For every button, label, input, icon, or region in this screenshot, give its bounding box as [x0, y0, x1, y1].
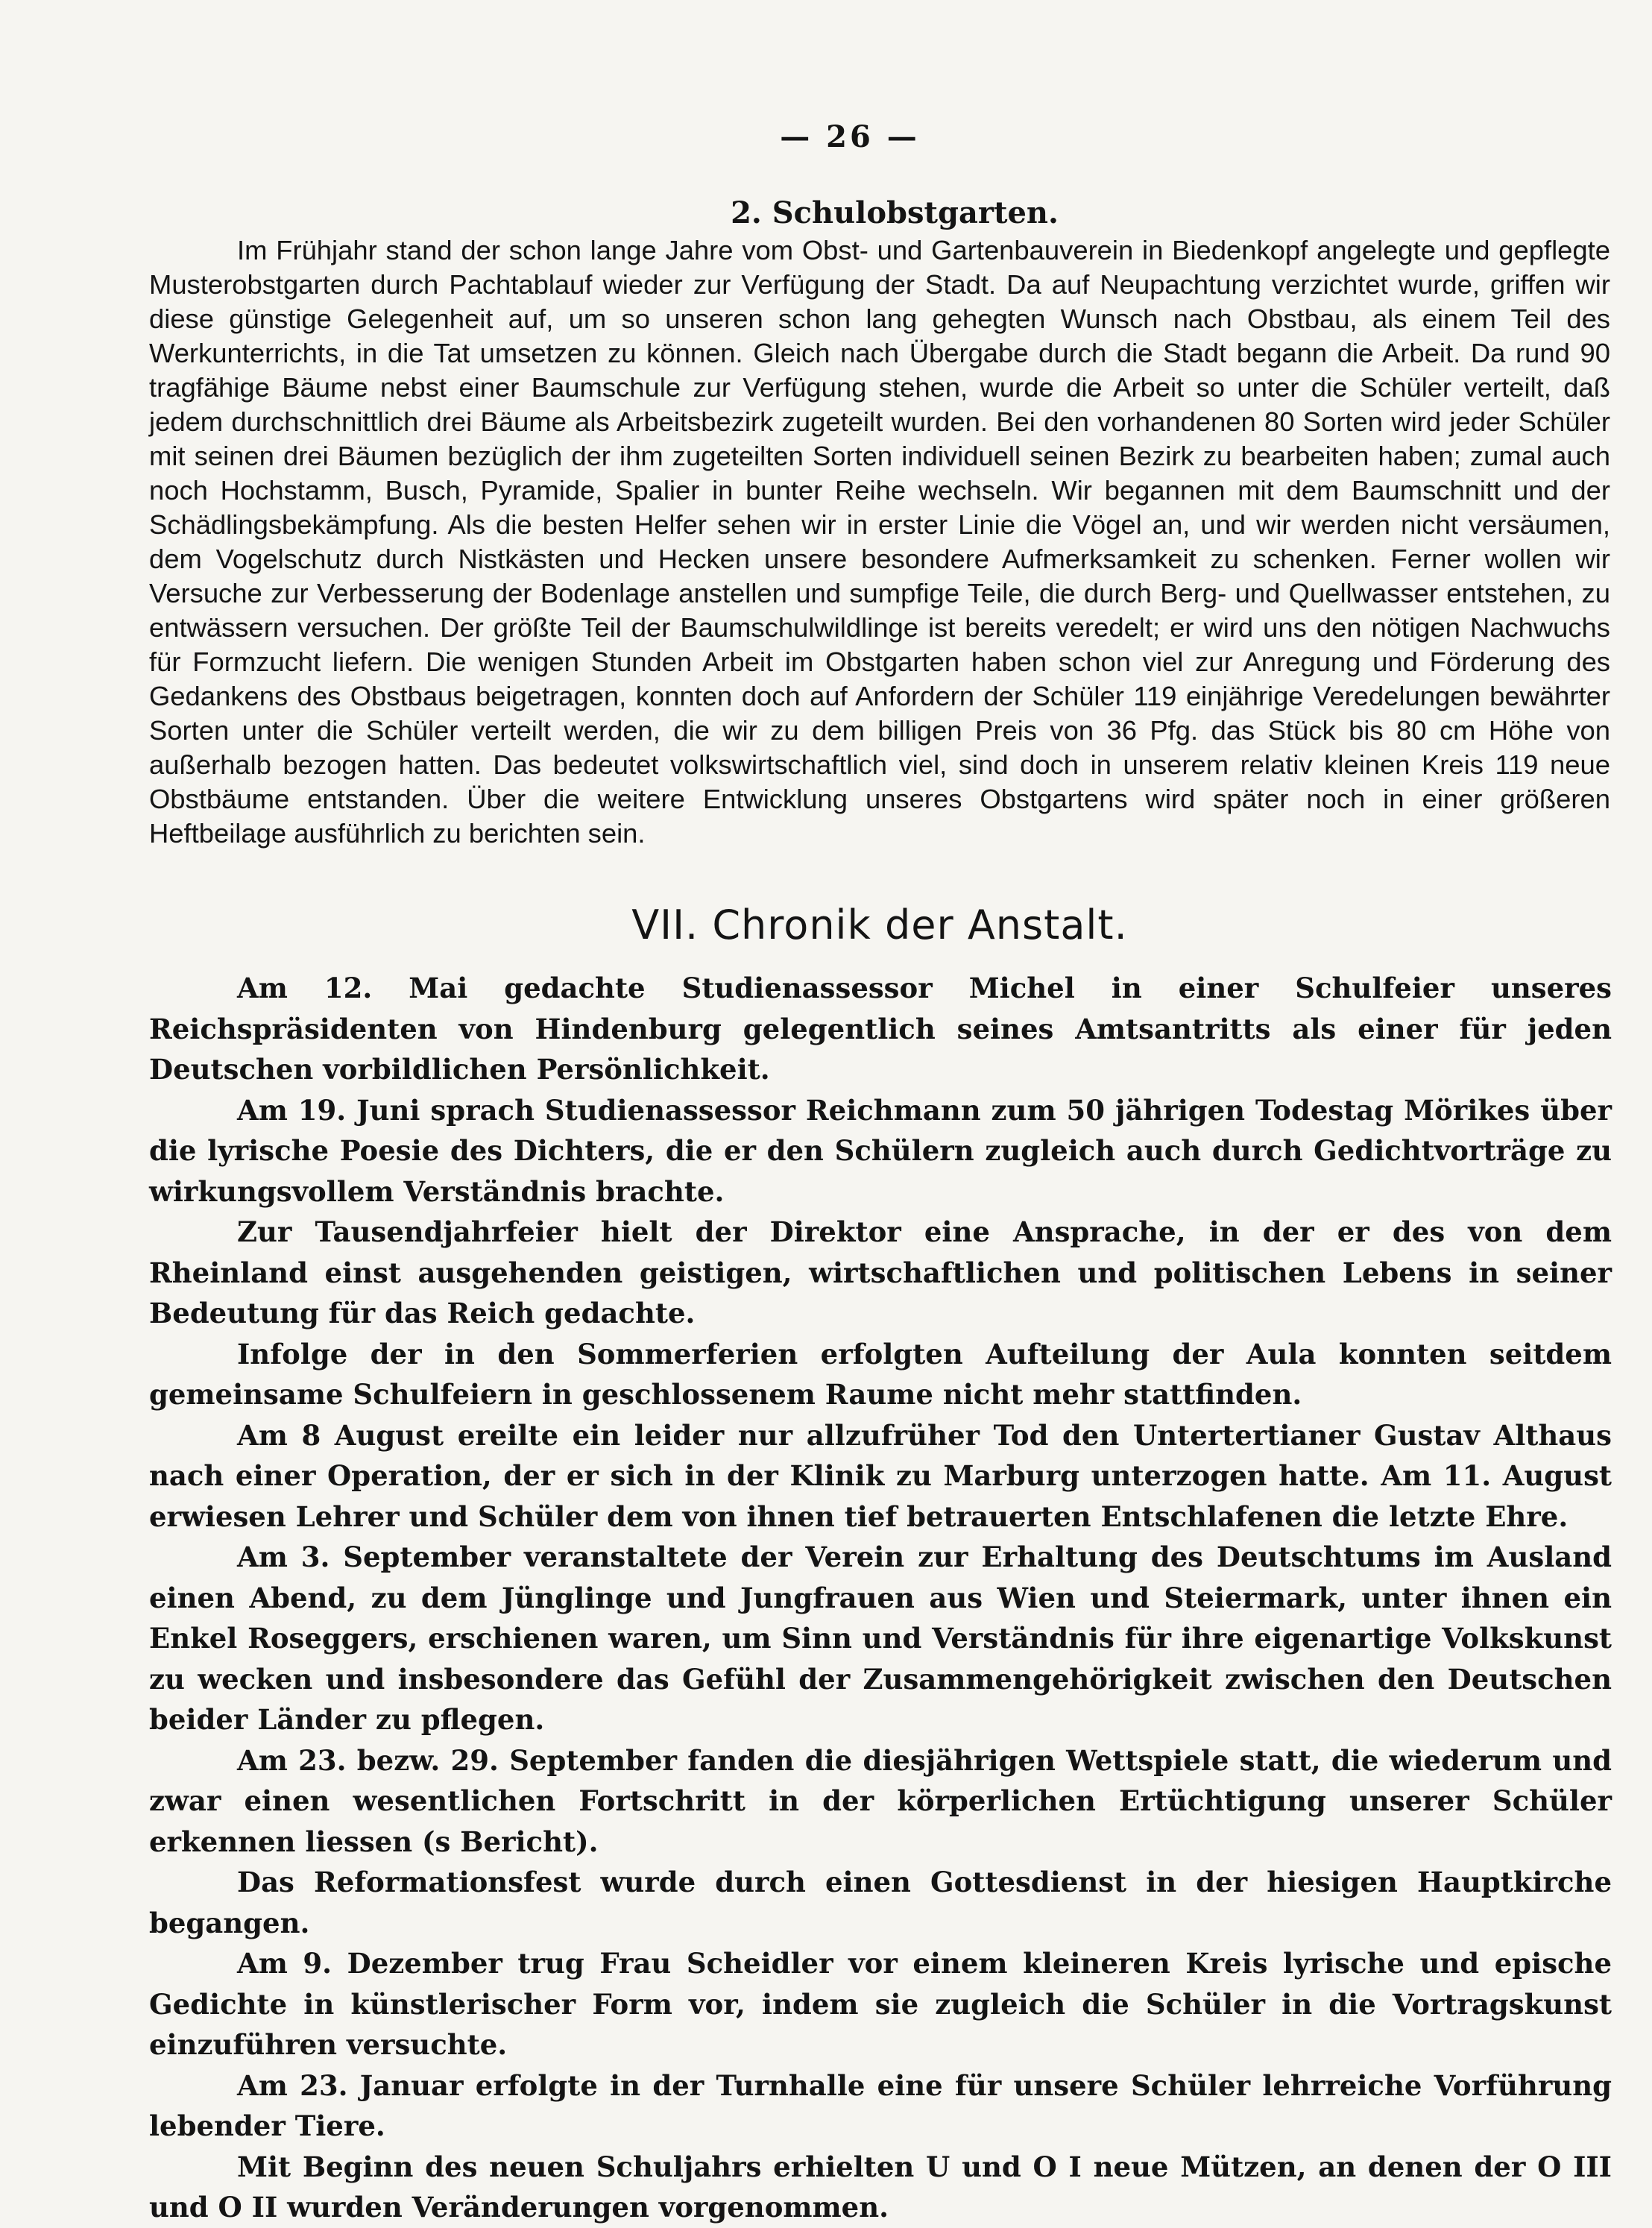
section-heading: 2. Schulobstgarten. — [731, 195, 1059, 230]
page-number: — 26 — — [780, 119, 920, 154]
chronicle-paragraph: Mit Beginn des neuen Schuljahrs erhielten U und O I neue Mützen, an denen der O III und O II wurden Veränderungen vorgenommen. — [149, 2150, 1612, 2224]
chapter-title: VII. Chronik der Anstalt. — [631, 901, 1128, 948]
chronicle-paragraph: Am 23. Januar erfolgte in der Turnhalle eine für unsere Schüler lehrreiche Vorführung lebender Tiere. — [149, 2068, 1612, 2142]
chronicle-paragraph: Am 12. Mai gedachte Studienassessor Michel in einer Schulfeier unseres Reichspräsidenten von Hindenburg gelegentlich seines Amtsantritts als einer für jeden Deutschen vorbildlichen Persönlichkeit. — [149, 972, 1612, 1086]
chronicle-section — [149, 968, 1612, 2228]
chronicle-paragraph: Am 23. bezw. 29. September fanden die diesjährigen Wettspiele statt, die wiederum und zwar einen wesentlichen Fortschritt in der körperlichen Ertüchtigung unserer Schüler erkennen liessen (s Bericht). — [149, 1743, 1612, 1858]
section-paragraph: Im Frühjahr stand der schon lange Jahre vom Obst- und Gartenbauverein in Biedenkopf angelegte und gepflegte Musterobstgarten durch Pachtablauf wieder zur Verfügung der Stadt. Da auf Neupachtung verzichtet wurde, griffen wir diese günstige Gelegenheit auf, um so unseren schon lang gehegten Wunsch nach Obstbau, als einem Teil des Werkunterrichts, in die Tat umsetzen zu können. Gleich nach Übergabe durch die Stadt begann die Arbeit. Da rund 90 tragfähige Bäume nebst einer Baumschule zur Verfügung stehen, wurde die Arbeit so unter die Schüler verteilt, daß jedem durchschnittlich drei Bäume als Arbeitsbezirk zugeteilt wurden. Bei den vorhandenen 80 Sorten wird jeder Schüler mit seinen drei Bäumen bezüglich der ihm zugeteilten Sorten individuell seinen Bezirk zu bearbeiten haben; zumal auch noch Hochstamm, Busch, Pyramide, Spalier in bunter Reihe wechseln. Wir begannen mit dem Baumschnitt und der Schädlingsbekämpfung. Als die besten Helfer sehen wir in erster Linie die Vögel an, und wir werden nicht versäumen, dem Vogelschutz durch Nistkästen und Hecken unsere besondere Aufmerksamkeit zu schenken. Ferner wollen wir Versuche zur Verbesserung der Bodenlage anstellen und sumpfige Teile, die durch Berg- und Quellwasser entstehen, zu entwässern versuchen. Der größte Teil der Baumschulwildlinge ist bereits veredelt; er wird uns den nötigen Nachwuchs für Formzucht liefern. Die wenigen Stunden Arbeit im Obstgarten haben schon viel zur Anregung und Förderung des Gedankens des Obstbaus beigetragen, konnten doch auf Anfordern der Schüler 119 einjährige Veredelungen bewährter Sorten unter die Schüler verteilt werden, die wir zu dem billigen Preis von 36 Pfg. das Stück bis 80 cm Höhe von außerhalb bezogen hatten. Das bedeutet volkswirtschaftlich viel, sind doch in unserem relativ kleinen Kreis 119 neue Obstbäume entstanden. Über die weitere Entwicklung unseres Obstgartens wird später noch in einer größeren Heftbeilage ausführlich zu berichten sein. — [149, 235, 1610, 849]
chronicle-paragraph: Am 3. September veranstaltete der Verein zur Erhaltung des Deutschtums im Ausland einen Abend, zu dem Jünglinge und Jungfrauen aus Wien und Steiermark, unter ihnen ein Enkel Roseggers, erschienen waren, um Sinn und Verständnis für ihre eigenartige Volkskunst zu wecken und insbesondere das Gefühl der Zusammengehörigkeit zwischen den Deutschen beider Länder zu pflegen. — [149, 1541, 1612, 1736]
chronicle-paragraph: Am 19. Juni sprach Studienassessor Reichmann zum 50 jährigen Todestag Mörikes über die lyrische Poesie des Dichters, die er den Schülern zugleich auch durch Gedichtvorträge zu wirkungsvollem Verständnis brachte. — [149, 1093, 1612, 1208]
chronicle-paragraph: Das Reformationsfest wurde durch einen Gottesdienst in der hiesigen Hauptkirche begangen. — [149, 1866, 1612, 1939]
chronicle-paragraph: Zur Tausendjahrfeier hielt der Direktor eine Ansprache, in der er des von dem Rheinland einst ausgehenden geistigen, wirtschaftlichen und politischen Lebens in seiner Bedeutung für das Reich gedachte. — [149, 1215, 1612, 1329]
section-schulobstgarten — [149, 195, 1610, 851]
chronicle-paragraph: Am 8 August ereilte ein leider nur allzufrüher Tod den Untertertianer Gustav Althaus nach einer Operation, der er sich in der Klinik zu Marburg unterzogen hatte. Am 11. August erwiesen Lehrer und Schüler dem von ihnen tief betrauerten Entschlafenen die letzte Ehre. — [149, 1418, 1612, 1533]
chronicle-paragraph: Infolge der in den Sommerferien erfolgten Aufteilung der Aula konnten seitdem gemeinsame Schulfeiern in geschlossenem Raume nicht mehr stattfinden. — [149, 1337, 1612, 1411]
chronicle-paragraph: Am 9. Dezember trug Frau Scheidler vor einem kleineren Kreis lyrische und epische Gedichte in künstlerischer Form vor, indem sie zugleich die Schüler in die Vortragskunst einzuführen versuchte. — [149, 1947, 1612, 2061]
